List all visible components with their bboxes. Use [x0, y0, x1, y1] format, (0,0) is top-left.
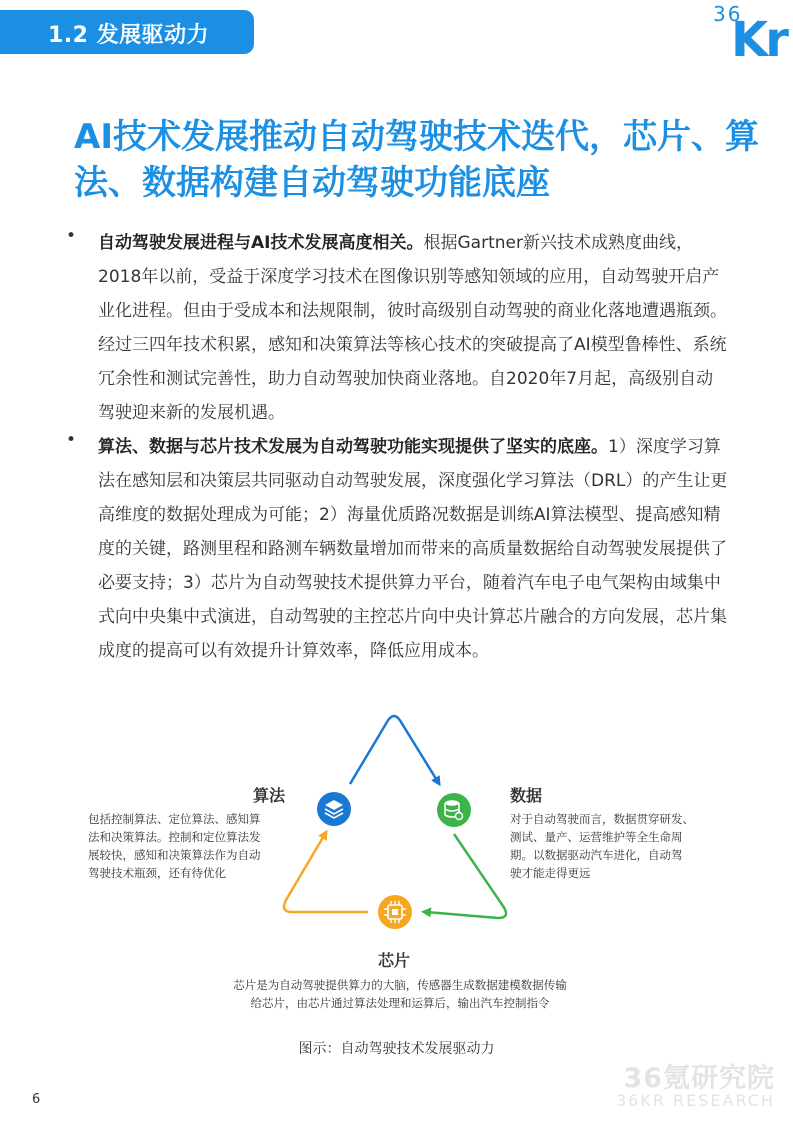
data-heading: 数据 [510, 786, 543, 805]
bullet-2-lead: 算法、数据与芯片技术发展为自动驾驶功能实现提供了坚实的底座。 [98, 437, 608, 457]
watermark-cn: 36氪研究院 [623, 1063, 775, 1094]
watermark-en: 36KR RESEARCH [615, 1091, 775, 1110]
chip-description: 芯片是为自动驾驶提供算力的大脑，传感器生成数据建模数据传输 给芯片，由芯片通过算法处理和运算后，输出汽车控制指令 [233, 978, 567, 1010]
layers-icon [313, 788, 355, 830]
page-title: AI技术发展推动自动驾驶技术迭代，芯片、算法、数据构建自动驾驶功能底座 [74, 117, 759, 203]
bullet-marker: • [66, 430, 77, 450]
bullet-marker: • [66, 226, 77, 246]
logo-number: 36 [713, 2, 743, 26]
arrow-chip-to-algorithm [284, 834, 368, 912]
page-number: 6 [32, 1092, 41, 1107]
bullet-paragraph-1 [98, 226, 728, 430]
bullet-1-lead: 自动驾驶发展进程与AI技术发展高度相关。 [98, 233, 424, 253]
section-header-tab [0, 10, 254, 54]
algorithm-description: 包括控制算法、定位算法、感知算 法和决策算法。控制和定位算法发 展较快，感知和决策算法作为自动 驾驶技术瓶颈，还有待优化 [88, 812, 261, 880]
36kr-research-watermark [616, 1056, 775, 1110]
algorithm-heading: 算法 [253, 786, 286, 805]
section-title: 1.2 发展驱动力 [48, 23, 210, 48]
arrow-algorithm-to-data [350, 716, 438, 784]
bullet-paragraph-2 [98, 430, 728, 668]
figure-caption: 图示：自动驾驶技术发展驱动力 [298, 1041, 495, 1057]
arrow-data-to-chip [426, 834, 506, 918]
database-icon [437, 793, 471, 827]
chip-heading: 芯片 [378, 951, 411, 970]
chip-icon [378, 895, 412, 929]
bullet-2-text: 1）深度学习算法在感知层和决策层共同驱动自动驾驶发展，深度强化学习算法（DRL）的产生让更高维度的数据处理成为可能；2）海量优质路况数据是训练AI算法模型、提高感知精度的关键，路测里程和路测车辆数量增加而带来的高质量数据给自动驾驶发展提供了必要支持；3）芯片为自动驾驶技术提供算力平台，随着汽车电子电气架构由域集中式向中央集中式演进，自动驾驶的主控芯片向中央计算芯片融合的方向发展，芯片集成度的提高可以有效提升计算效率，降低应用成本。 [98, 437, 728, 661]
driving-force-diagram [80, 700, 720, 1030]
36kr-logo [693, 0, 793, 68]
logo-letters: Kr [731, 12, 786, 68]
data-description: 对于自动驾驶而言，数据贯穿研发、 测试、量产、运营维护等全生命周 期。以数据驱动汽车进化，自动驾 驶才能走得更远 [510, 812, 694, 880]
bullet-1-text: 根据Gartner新兴技术成熟度曲线，2018年以前，受益于深度学习技术在图像识别等感知领域的应用，自动驾驶开启产业化进程。但由于受成本和法规限制，彼时高级别自动驾驶的商业化落地遭遇瓶颈。经过三四年技术积累，感知和决策算法等核心技术的突破提高了AI模型鲁棒性、系统冗余性和测试完善性，助力自动驾驶加快商业落地。自2020年7月起，高级别自动驾驶迎来新的发展机遇。 [98, 233, 727, 423]
